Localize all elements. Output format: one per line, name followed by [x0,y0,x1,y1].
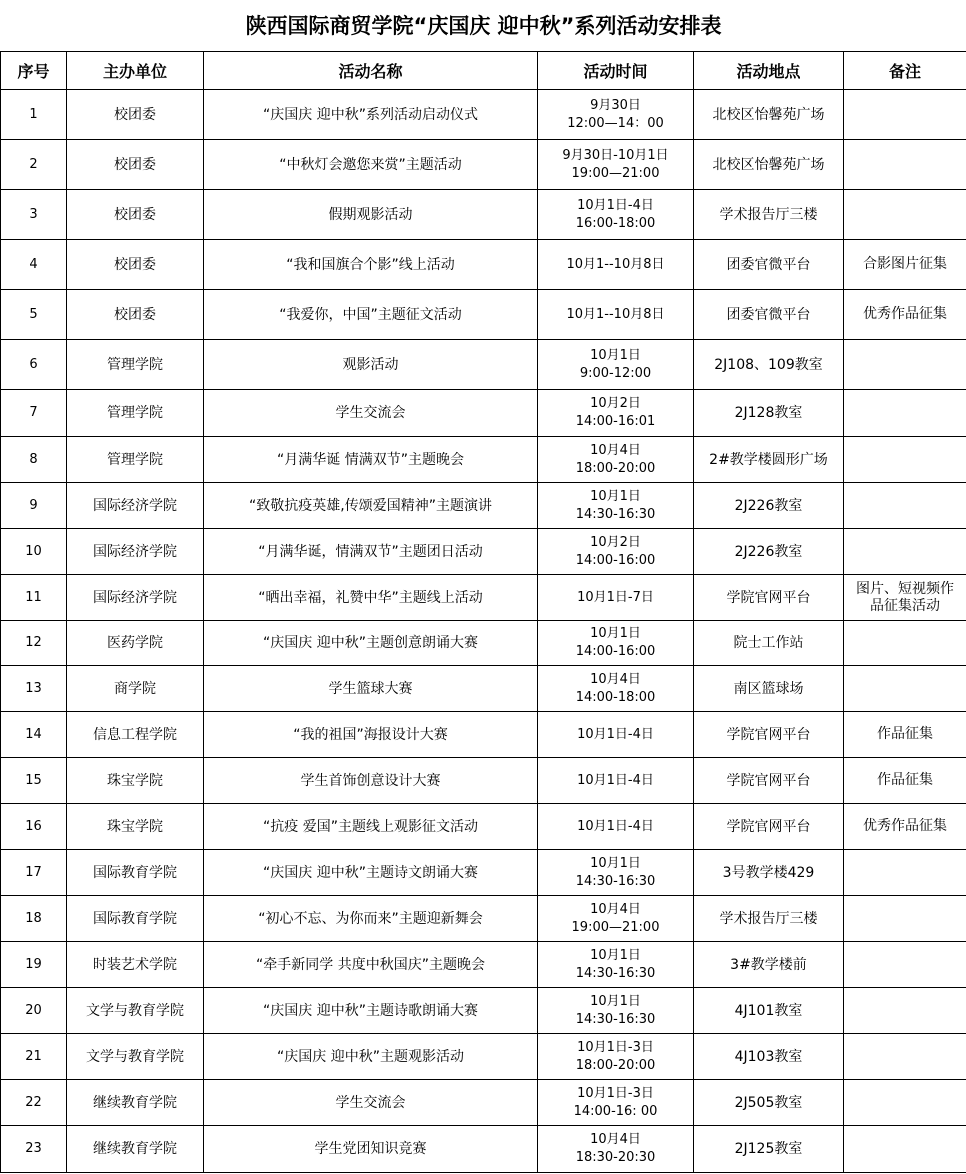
cell-time [538,1126,694,1173]
cell-org: 国际经济学院 [67,575,204,621]
time-range: 16:00-18:00 [575,215,656,231]
table-row [1,290,966,340]
cell-note [844,390,966,437]
cell-activity-name: “我爱你，中国”主题征文活动 [204,290,538,340]
cell-place: 2J226教室 [694,483,844,529]
cell-place: 2J108、109教室 [694,340,844,390]
cell-time [538,240,694,290]
cell-time [538,758,694,804]
cell-place: 学院官网平台 [694,758,844,804]
cell-time [538,988,694,1034]
cell-note [844,1080,966,1126]
time-date: 10月1日 [590,347,641,363]
cell-note [844,483,966,529]
cell-no: 20 [1,988,67,1034]
cell-place: 北校区怡馨苑广场 [694,140,844,190]
table-row [1,1126,966,1173]
cell-place: 院士工作站 [694,621,844,666]
time-date: 10月1日 [590,947,641,963]
header-place: 活动地点 [694,52,844,90]
note-line: 优秀作品征集 [863,306,948,322]
cell-activity-name: “庆国庆 迎中秋”主题观影活动 [204,1034,538,1080]
cell-no: 16 [1,804,67,850]
cell-note [844,140,966,190]
cell-place: 团委官微平台 [694,240,844,290]
cell-activity-name: “我和国旗合个影”线上活动 [204,240,538,290]
note-line: 图片、短视频作 [856,580,955,597]
time-date: 10月1日-3日 [577,1085,654,1101]
cell-activity-name: “月满华诞，情满双节”主题团日活动 [204,529,538,575]
cell-activity-name: “月满华诞 情满双节”主题晚会 [204,437,538,483]
cell-no: 19 [1,942,67,988]
cell-note [844,1126,966,1173]
table-row [1,712,966,758]
cell-place: 3#教学楼前 [694,942,844,988]
cell-note [844,529,966,575]
cell-org: 国际教育学院 [67,896,204,942]
note-line: 作品征集 [877,772,934,788]
header-note: 备注 [844,52,966,90]
cell-place: 学院官网平台 [694,804,844,850]
table-row [1,529,966,575]
cell-org: 文学与教育学院 [67,1034,204,1080]
header-row [1,52,966,90]
cell-note [844,850,966,896]
cell-time [538,896,694,942]
cell-no: 1 [1,90,67,140]
time-range: 19:00—21:00 [571,165,660,181]
cell-org: 国际经济学院 [67,483,204,529]
cell-no: 15 [1,758,67,804]
note-line: 合影图片征集 [863,256,948,272]
cell-activity-name: 假期观影活动 [204,190,538,240]
cell-no: 10 [1,529,67,575]
time-date: 10月1日-4日 [577,726,654,742]
cell-no: 23 [1,1126,67,1173]
note-line: 作品征集 [877,726,934,742]
cell-time [538,529,694,575]
table-row [1,804,966,850]
cell-activity-name: “庆国庆 迎中秋”主题诗文朗诵大赛 [204,850,538,896]
time-date: 10月1--10月8日 [566,256,665,272]
cell-time [538,290,694,340]
time-date: 10月1日-3日 [577,1039,654,1055]
cell-org: 时装艺术学院 [67,942,204,988]
time-range: 14:30-16:30 [575,873,656,889]
table-row [1,190,966,240]
time-range: 14:30-16:30 [575,1011,656,1027]
cell-activity-name: “抗疫 爱国”主题线上观影征文活动 [204,804,538,850]
cell-time [538,90,694,140]
table-title: 陕西国际商贸学院“庆国庆 迎中秋”系列活动安排表 [1,0,966,52]
cell-activity-name: 学生交流会 [204,390,538,437]
cell-activity-name: 学生交流会 [204,1080,538,1126]
cell-activity-name: “致敬抗疫英雄,传颂爱国精神”主题演讲 [204,483,538,529]
cell-time [538,190,694,240]
cell-org: 医药学院 [67,621,204,666]
cell-place: 学院官网平台 [694,575,844,621]
cell-no: 7 [1,390,67,437]
cell-no: 12 [1,621,67,666]
cell-no: 4 [1,240,67,290]
table-row [1,758,966,804]
cell-time [538,140,694,190]
cell-org: 校团委 [67,90,204,140]
cell-org: 文学与教育学院 [67,988,204,1034]
cell-time [538,804,694,850]
cell-note [844,575,966,621]
cell-time [538,483,694,529]
cell-place: 南区篮球场 [694,666,844,712]
cell-no: 5 [1,290,67,340]
cell-activity-name: “牵手新同学 共度中秋国庆”主题晚会 [204,942,538,988]
header-name: 活动名称 [204,52,538,90]
time-date: 10月1日 [590,488,641,504]
cell-note [844,942,966,988]
cell-org: 校团委 [67,240,204,290]
time-range: 14:30-16:30 [575,506,656,522]
time-range: 12:00—14：00 [567,115,664,131]
time-date: 10月1日-7日 [577,589,654,605]
cell-note [844,240,966,290]
cell-activity-name: 学生首饰创意设计大赛 [204,758,538,804]
cell-note [844,90,966,140]
time-range: 14:00-18:00 [575,689,656,705]
time-date: 10月1日 [590,993,641,1009]
cell-time [538,340,694,390]
cell-no: 6 [1,340,67,390]
time-range: 18:00-20:00 [575,1057,656,1073]
time-date: 10月2日 [590,396,641,411]
header-org: 主办单位 [67,52,204,90]
cell-org: 信息工程学院 [67,712,204,758]
cell-time [538,666,694,712]
table-row [1,1080,966,1126]
cell-org: 国际经济学院 [67,529,204,575]
cell-place: 团委官微平台 [694,290,844,340]
time-date: 10月1--10月8日 [566,306,665,322]
cell-no: 3 [1,190,67,240]
time-date: 10月2日 [590,534,641,550]
cell-place: 北校区怡馨苑广场 [694,90,844,140]
time-date: 10月1日-4日 [577,772,654,788]
cell-time [538,390,694,437]
cell-note [844,988,966,1034]
cell-activity-name: “晒出幸福，礼赞中华”主题线上活动 [204,575,538,621]
cell-place: 4J101教室 [694,988,844,1034]
cell-place: 4J103教室 [694,1034,844,1080]
time-date: 10月4日 [590,671,641,687]
cell-time [538,1080,694,1126]
cell-time [538,942,694,988]
table-row [1,340,966,390]
table-row [1,988,966,1034]
cell-org: 国际教育学院 [67,850,204,896]
note-line: 品征集活动 [870,597,941,614]
cell-no: 8 [1,437,67,483]
cell-activity-name: “初心不忘、为你而来”主题迎新舞会 [204,896,538,942]
time-date: 10月1日-4日 [577,197,654,213]
cell-place: 2J128教室 [694,390,844,437]
header-no: 序号 [1,52,67,90]
time-date: 10月4日 [590,1132,641,1147]
time-date: 10月1日-4日 [577,818,654,834]
table-row [1,575,966,621]
time-date: 9月30日-10月1日 [562,147,669,163]
cell-time [538,621,694,666]
cell-activity-name: “庆国庆 迎中秋”系列活动启动仪式 [204,90,538,140]
table-row [1,390,966,437]
time-range: 14:00-16:01 [575,414,656,429]
cell-time [538,575,694,621]
cell-note [844,896,966,942]
table-row [1,942,966,988]
table-row [1,896,966,942]
cell-org: 继续教育学院 [67,1126,204,1173]
cell-org: 校团委 [67,140,204,190]
header-time: 活动时间 [538,52,694,90]
table-row [1,1034,966,1080]
cell-activity-name: “庆国庆 迎中秋”主题创意朗诵大赛 [204,621,538,666]
cell-org: 管理学院 [67,437,204,483]
cell-no: 22 [1,1080,67,1126]
table-row [1,483,966,529]
cell-time [538,1034,694,1080]
time-range: 9:00-12:00 [579,365,652,381]
cell-activity-name: “庆国庆 迎中秋”主题诗歌朗诵大赛 [204,988,538,1034]
time-date: 10月4日 [590,901,641,917]
cell-place: 学术报告厅三楼 [694,896,844,942]
cell-time [538,437,694,483]
time-range: 14:30-16:30 [575,965,656,981]
time-date: 10月1日 [590,855,641,871]
table-row [1,90,966,140]
cell-place: 2#教学楼圆形广场 [694,437,844,483]
cell-no: 17 [1,850,67,896]
time-range: 18:30-20:30 [575,1150,656,1165]
cell-note [844,340,966,390]
table-row [1,666,966,712]
time-date: 9月30日 [590,97,641,113]
cell-no: 13 [1,666,67,712]
table-row [1,140,966,190]
cell-activity-name: 学生篮球大赛 [204,666,538,712]
cell-org: 继续教育学院 [67,1080,204,1126]
cell-org: 校团委 [67,290,204,340]
cell-note [844,1034,966,1080]
time-range: 14:00-16:00 [575,644,656,659]
cell-place: 3号教学楼429 [694,850,844,896]
cell-org: 管理学院 [67,340,204,390]
cell-activity-name: 学生党团知识竞赛 [204,1126,538,1173]
time-date: 10月4日 [590,442,641,458]
cell-note [844,712,966,758]
cell-note [844,437,966,483]
table-row [1,621,966,666]
cell-org: 管理学院 [67,390,204,437]
cell-note [844,621,966,666]
time-range: 14:00-16: 00 [573,1103,658,1119]
cell-no: 11 [1,575,67,621]
cell-note [844,804,966,850]
table-row [1,240,966,290]
cell-place: 学院官网平台 [694,712,844,758]
table-row [1,850,966,896]
cell-note [844,666,966,712]
cell-note [844,190,966,240]
cell-time [538,712,694,758]
cell-no: 21 [1,1034,67,1080]
cell-no: 14 [1,712,67,758]
time-range: 14:00-16:00 [575,552,656,568]
cell-org: 校团委 [67,190,204,240]
cell-place: 2J505教室 [694,1080,844,1126]
cell-note [844,758,966,804]
cell-place: 2J125教室 [694,1126,844,1173]
cell-activity-name: “中秋灯会邀您来赏”主题活动 [204,140,538,190]
cell-note [844,290,966,340]
table-row [1,437,966,483]
cell-no: 2 [1,140,67,190]
cell-org: 商学院 [67,666,204,712]
cell-time [538,850,694,896]
cell-org: 珠宝学院 [67,804,204,850]
cell-no: 18 [1,896,67,942]
cell-org: 珠宝学院 [67,758,204,804]
cell-activity-name: “我的祖国”海报设计大赛 [204,712,538,758]
note-line: 优秀作品征集 [863,818,948,834]
cell-activity-name: 观影活动 [204,340,538,390]
cell-place: 学术报告厅三楼 [694,190,844,240]
time-range: 18:00-20:00 [575,460,656,476]
cell-no: 9 [1,483,67,529]
cell-place: 2J226教室 [694,529,844,575]
time-date: 10月1日 [590,626,641,641]
time-range: 19:00—21:00 [571,919,660,935]
